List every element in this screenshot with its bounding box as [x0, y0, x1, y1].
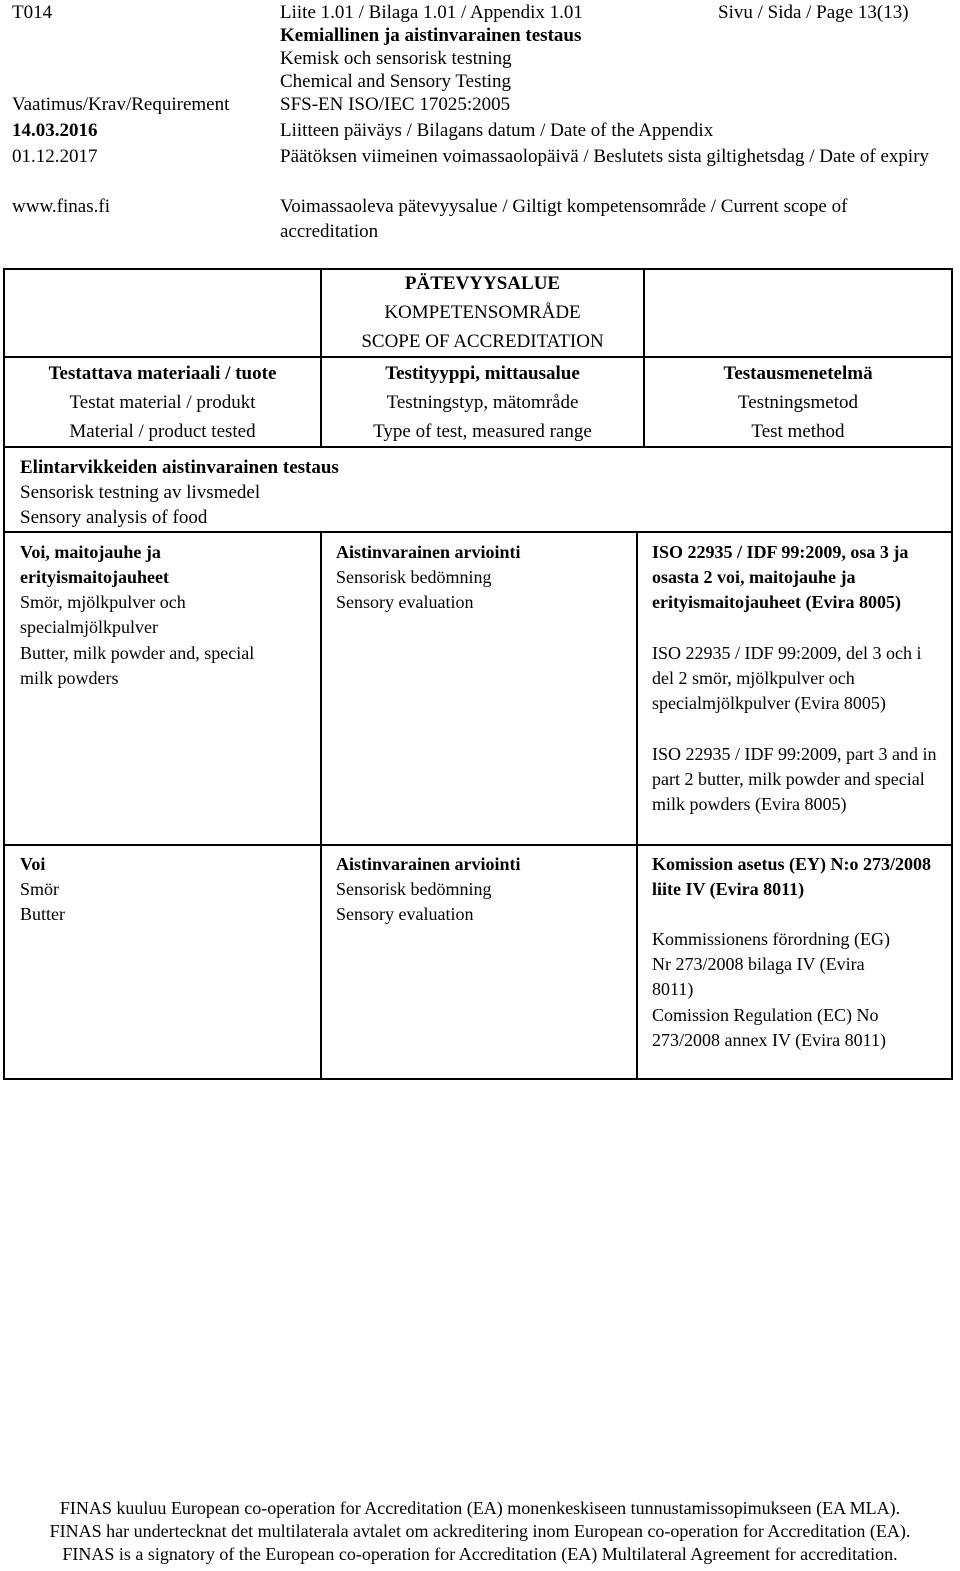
scope-title-finnish: PÄTEVYYSALUE [404, 273, 561, 294]
column-header-method-fi: Testausmenetelmä [723, 363, 873, 384]
method-en: ISO 22935 / IDF 99:2009, part 3 and in part 2 butter, milk powder and special milk powders (Evira 8005) [652, 744, 937, 814]
section-title-sv: Sensorisk testning av livsmedel [20, 482, 261, 503]
column-header-material-fi: Testattava materiaali / tuote [48, 363, 277, 384]
material-fi: Voi [20, 854, 46, 874]
test-type-fi: Aistinvarainen arviointi [336, 542, 521, 562]
document-code: T014 [12, 2, 53, 23]
column-header-method-en: Test method [751, 421, 845, 442]
column-header-material-en: Material / product tested [69, 421, 256, 442]
footer-finnish: FINAS kuuluu European co-operation for Accreditation (EA) monenkeskiseen tunnustamissopimukseen (EA MLA). [59, 1498, 901, 1518]
method-fi: Komission asetus (EY) N:o 273/2008 liite IV (Evira 8011) [652, 854, 932, 899]
expiry-date: 01.12.2017 [12, 146, 98, 167]
column-header-material-sv: Testat material / produkt [69, 392, 256, 413]
material-fi: Voi, maitojauhe ja erityismaitojauheet [20, 542, 169, 587]
test-type-sv: Sensorisk bedömning [336, 567, 492, 587]
material-en: Butter, milk powder and, special milk powders [20, 643, 255, 688]
column-header-test-fi: Testityyppi, mittausalue [385, 363, 580, 384]
page-number: Sivu / Sida / Page 13(13) [718, 2, 909, 23]
material-sv: Smör [20, 879, 60, 899]
appendix-number: Liite 1.01 / Bilaga 1.01 / Appendix 1.01 [280, 2, 583, 23]
scope-title-swedish: KOMPETENSOMRÅDE [384, 302, 581, 323]
method-en: Comission Regulation (EC) No 273/2008 annex IV (Evira 8011) [652, 1005, 886, 1050]
scope-label: Voimassaoleva pätevyysalue / Giltigt kompetensområde / Current scope of accreditation [280, 196, 848, 242]
appendix-date: 14.03.2016 [12, 120, 98, 141]
requirement-value: SFS-EN ISO/IEC 17025:2005 [280, 94, 511, 115]
method-fi: ISO 22935 / IDF 99:2009, osa 3 ja osasta 2 voi, maitojauhe ja erityismaitojauheet (Evira 8005) [652, 542, 909, 612]
title-english: Chemical and Sensory Testing [280, 71, 512, 92]
title-finnish: Kemiallinen ja aistinvarainen testaus [280, 25, 582, 46]
footer-english: FINAS is a signatory of the European co-operation for Accreditation (EA) Multilateral Agreement for accreditation. [62, 1544, 898, 1564]
column-header-test-sv: Testningstyp, mätområde [386, 392, 579, 413]
section-title-en: Sensory analysis of food [20, 507, 208, 528]
footer-swedish: FINAS har undertecknat det multilaterala avtalet om ackreditering inom European co-operation for Accreditation (EA). [49, 1521, 911, 1541]
column-header-test-en: Type of test, measured range [373, 421, 592, 442]
test-type-en: Sensory evaluation [336, 592, 474, 612]
method-sv: ISO 22935 / IDF 99:2009, del 3 och i del 2 smör, mjölkpulver och specialmjölkpulver (Evira 8005) [652, 643, 922, 713]
appendix-date-label: Liitteen päiväys / Bilagans datum / Date of the Appendix [280, 120, 714, 141]
test-type-en: Sensory evaluation [336, 904, 474, 924]
scope-title-english: SCOPE OF ACCREDITATION [361, 331, 604, 352]
test-type-sv: Sensorisk bedömning [336, 879, 492, 899]
title-swedish: Kemisk och sensorisk testning [280, 48, 512, 69]
website-link[interactable]: www.finas.fi [12, 196, 110, 217]
section-title-fi: Elintarvikkeiden aistinvarainen testaus [20, 457, 339, 478]
method-sv: Kommissionens förordning (EG) Nr 273/2008 bilaga IV (Evira 8011) [652, 929, 890, 999]
test-type-fi: Aistinvarainen arviointi [336, 854, 521, 874]
column-header-method-sv: Testningsmetod [737, 392, 859, 413]
expiry-label: Päätöksen viimeinen voimassaolopäivä / Beslutets sista giltighetsdag / Date of expiry [280, 146, 930, 167]
material-en: Butter [20, 904, 65, 924]
requirement-label: Vaatimus/Krav/Requirement [12, 94, 230, 115]
material-sv: Smör, mjölkpulver och specialmjölkpulver [20, 592, 186, 637]
